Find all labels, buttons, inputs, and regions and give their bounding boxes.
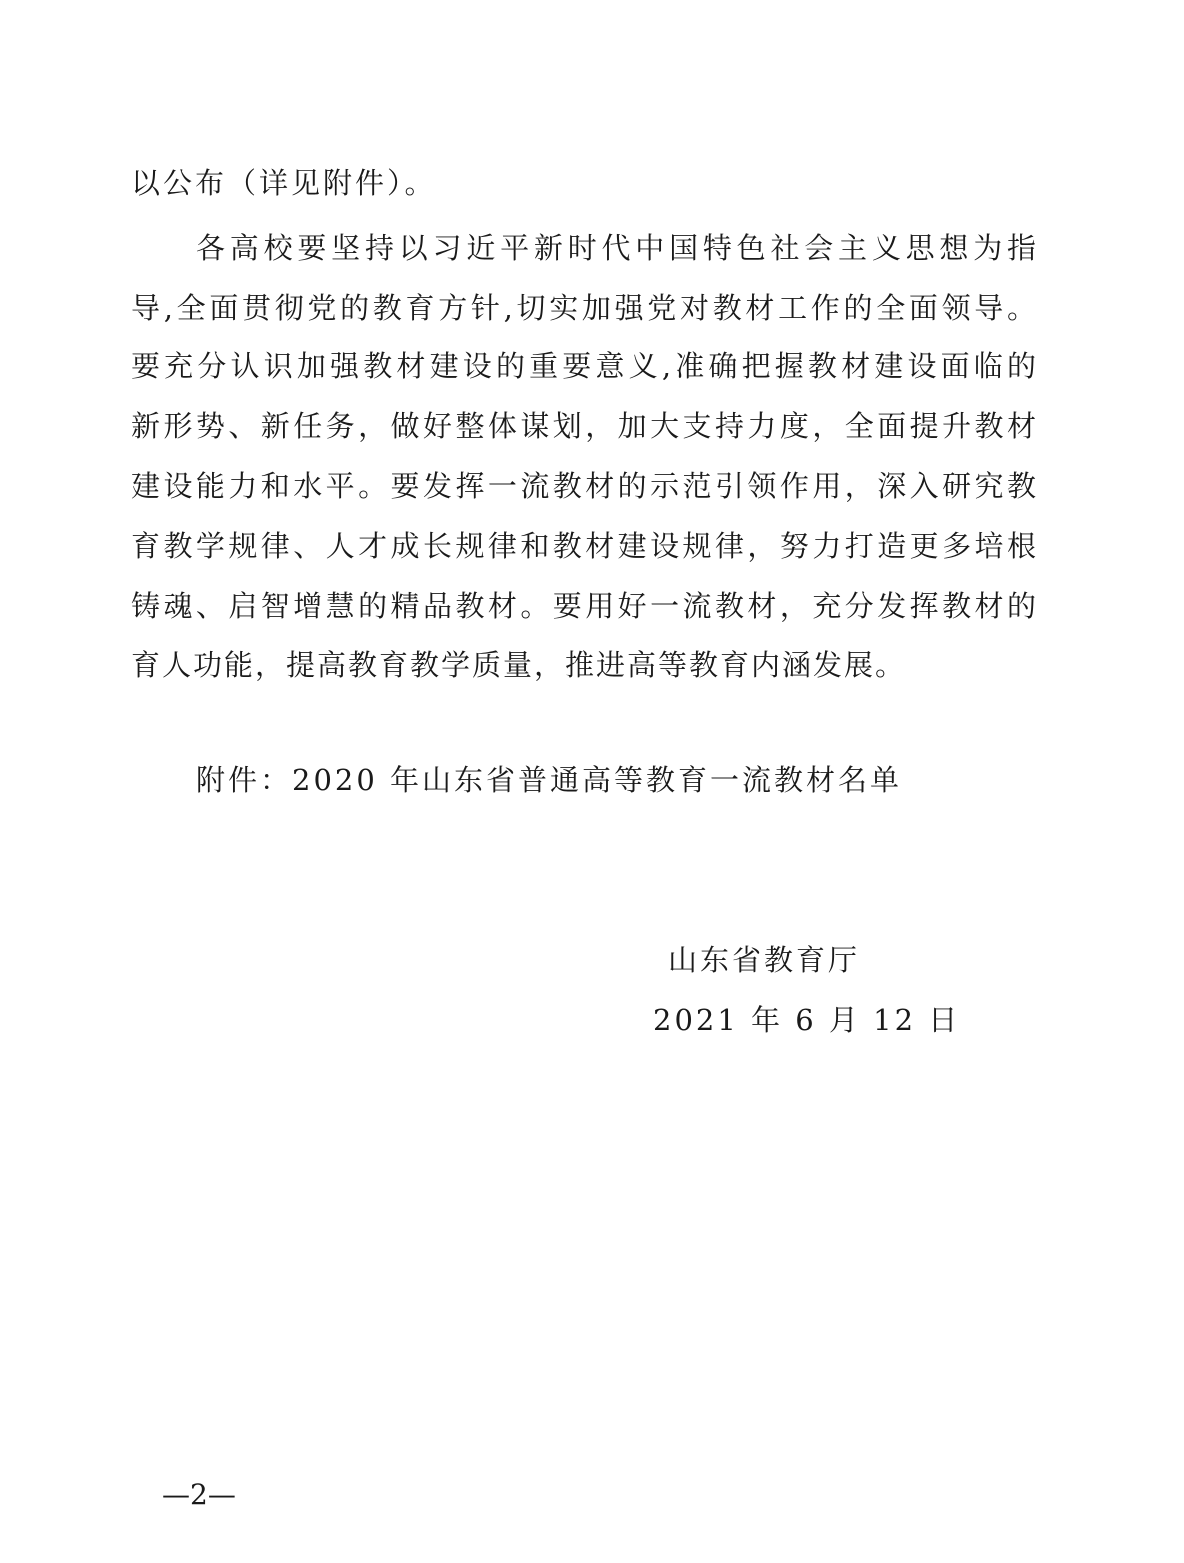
- signature-date: 2021 年 6 月 12 日: [653, 1003, 961, 1037]
- page-number: —2—: [162, 1478, 236, 1511]
- paragraph-line: 育人功能，提高教育教学质量，推进高等教育内涵发展。: [131, 648, 907, 682]
- paragraph-line: 各高校要坚持以习近平新时代中国特色社会主义思想为指: [196, 231, 1036, 265]
- paragraph-line: 新形势、新任务，做好整体谋划，加大支持力度，全面提升教材: [131, 409, 1036, 443]
- opening-line: 以公布（详见附件）。: [131, 166, 437, 200]
- attachment-line: 附件：2020 年山东省普通高等教育一流教材名单: [196, 763, 903, 797]
- paragraph-line: 育教学规律、人才成长规律和教材建设规律，努力打造更多培根: [131, 529, 1036, 563]
- signature-organization: 山东省教育厅: [668, 943, 861, 977]
- paragraph-line: 导,全面贯彻党的教育方针,切实加强党对教材工作的全面领导。: [131, 291, 1036, 325]
- paragraph-line: 铸魂、启智增慧的精品教材。要用好一流教材，充分发挥教材的: [131, 589, 1036, 623]
- paragraph-line: 要充分认识加强教材建设的重要意义,准确把握教材建设面临的: [131, 349, 1036, 383]
- paragraph-line: 建设能力和水平。要发挥一流教材的示范引领作用，深入研究教: [131, 469, 1036, 503]
